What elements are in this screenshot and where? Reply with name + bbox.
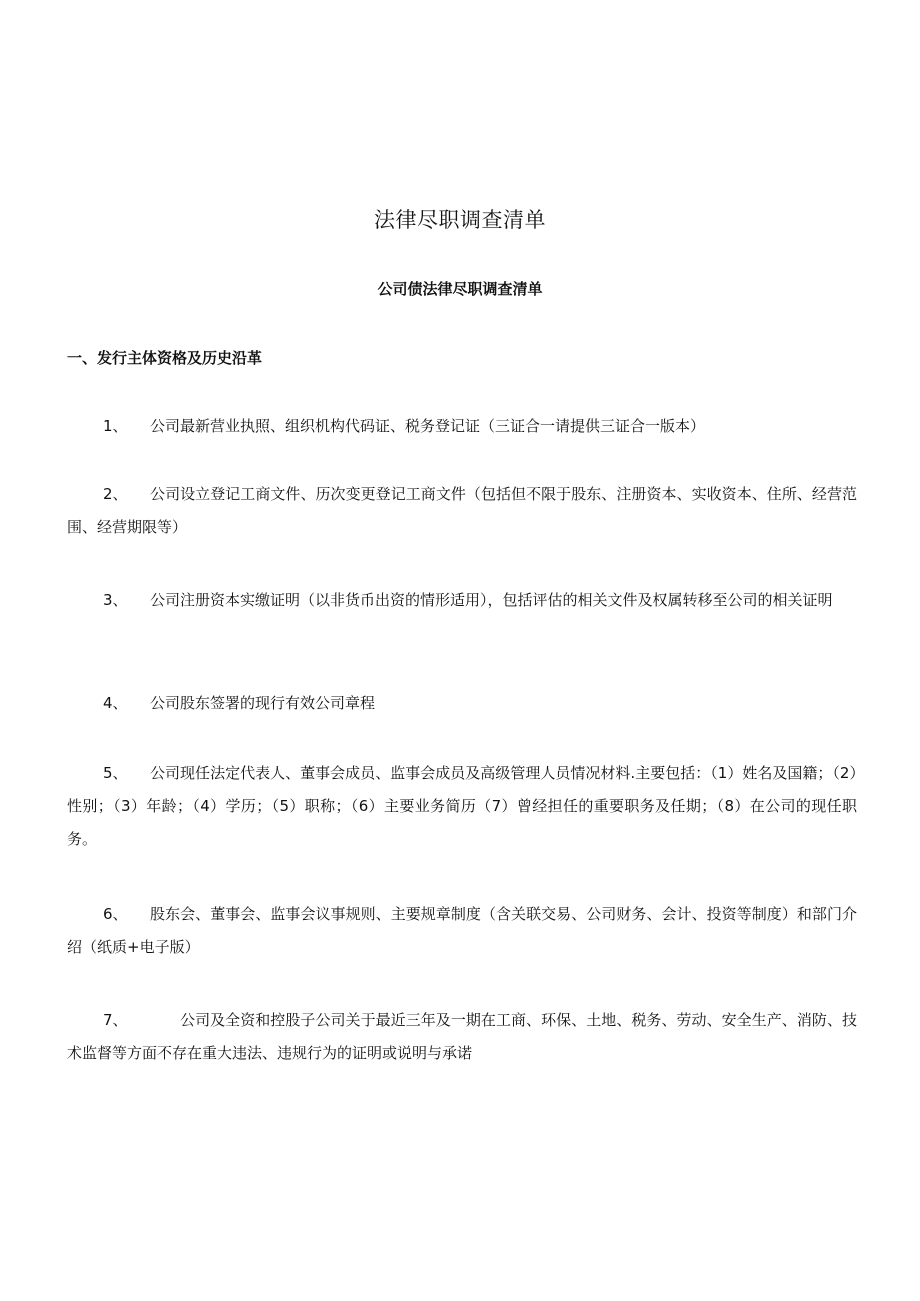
list-item-text: 公司注册资本实缴证明（以非货币出资的情形适用），包括评估的相关文件及权属转移至公司的相关证明 [150, 591, 833, 609]
list-item [67, 1004, 857, 1070]
list-item [67, 757, 857, 856]
list-item [67, 898, 857, 964]
list-item [67, 584, 857, 617]
list-item-number: 3、 [103, 591, 128, 609]
list-item-text: 公司设立登记工商文件、历次变更登记工商文件（包括但不限于股东、注册资本、实收资本、住所、经营范围、经营期限等） [67, 485, 857, 536]
list-item [67, 410, 857, 443]
document-subtitle: 公司债法律尽职调查清单 [377, 280, 543, 298]
list-item-number: 2、 [103, 485, 128, 503]
list-item-number: 5、 [103, 764, 128, 782]
list-item-number: 1、 [103, 417, 128, 435]
section-heading: 一、发行主体资格及历史沿革 [67, 349, 263, 367]
list-item-number: 7、 [103, 1011, 128, 1029]
list-item-text: 公司现任法定代表人、董事会成员、监事会成员及高级管理人员情况材料.主要包括：（1）姓名及国籍；（2）性别；（3）年龄；（4）学历；（5）职称；（6）主要业务简历（7）曾经担任的重要职务及任期；（8）在公司的现任职务。 [67, 764, 857, 848]
document-title: 法律尽职调查清单 [374, 208, 546, 232]
list-item-text: 公司及全资和控股子公司关于最近三年及一期在工商、环保、土地、税务、劳动、安全生产、消防、技术监督等方面不存在重大违法、违规行为的证明或说明与承诺 [67, 1011, 857, 1062]
list-item-text: 公司股东签署的现行有效公司章程 [150, 694, 376, 712]
list-item [67, 687, 857, 720]
list-item-text: 股东会、董事会、监事会议事规则、主要规章制度（含关联交易、公司财务、会计、投资等制度）和部门介绍（纸质+电子版） [67, 905, 857, 956]
list-item-text: 公司最新营业执照、组织机构代码证、税务登记证（三证合一请提供三证合一版本） [150, 417, 706, 435]
list-item-number: 6、 [103, 905, 128, 923]
list-item [67, 478, 857, 544]
list-item-number: 4、 [103, 694, 128, 712]
